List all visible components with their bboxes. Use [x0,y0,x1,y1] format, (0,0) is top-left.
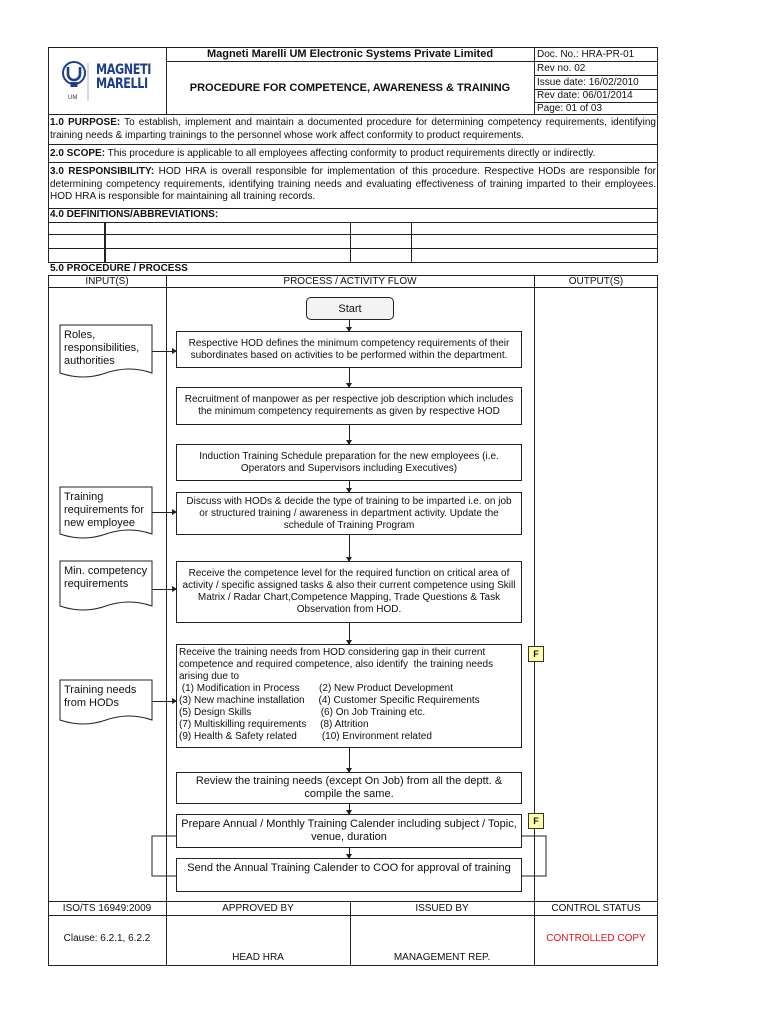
control-status-label: CONTROL STATUS [551,903,641,914]
flow-step-6-line: (5) Design Skills (6) On Job Training etc. [179,707,426,718]
flow-step-6-line: arising due to [179,671,240,682]
flow-start: Start [306,297,394,320]
format-flag-icon: F [528,646,544,662]
revision-number: Rev no. 02 [537,63,586,74]
responsibility-label: 3.0 RESPONSIBILITY: [50,166,155,177]
output-column-header: OUTPUT(S) [568,276,624,287]
clause-reference: Clause: 6.2.1, 6.2.2 [63,933,151,944]
purpose-label: 1.0 PURPOSE: [50,117,121,128]
flow-arrow [349,804,350,814]
input-arrow-2 [152,512,176,513]
input-doc-training-req: Training requirements for new employee [64,491,145,529]
approved-by-label: APPROVED BY [222,903,294,914]
flow-step-2: Recruitment of manpower as per respective job description which includes the minimum competency requirements as given by respective HOD [176,387,522,425]
flow-step-6-line: (1) Modification in Process (2) New Product Development [179,683,453,694]
input-doc-min-competency: Min. competency requirements [64,565,148,590]
flow-arrow [349,848,350,858]
flow-step-6-line: Receive the training needs from HOD considering gap in their current [179,647,486,658]
flow-step-9: Send the Annual Training Calender to COO for approval of training [176,858,522,892]
flow-arrow [349,623,350,644]
flow-step-5: Receive the competence level for the required function on critical area of activity / specific assigned tasks & also their current competence using Skill Matrix / Radar Chart,Competence Mapping, Trade Questions & Task Observation from HOD. [176,561,522,623]
flow-step-7: Review the training needs (except On Job) from all the deptt. & compile the same. [176,772,522,804]
company-name: Magneti Marelli UM Electronic Systems Private Limited [206,48,494,60]
flow-step-8: Prepare Annual / Monthly Training Calender including subject / Topic, venue, duration [176,814,522,848]
format-flag-icon: F [528,813,544,829]
flow-step-4: Discuss with HODs & decide the type of training to be imparted i.e. on job or structured training / awareness in department activity. Update the schedule of Training Program [176,492,522,535]
input-doc-training-needs: Training needs from HODs [64,684,137,709]
flow-arrow [349,320,350,331]
input-arrow-3 [152,589,176,590]
flow-step-6-line: (7) Multiskilling requirements (8) Attrition [179,719,369,730]
logo-mm-line1: MAGNETI [96,62,152,78]
flow-arrow [349,481,350,492]
procedure-label: 5.0 PROCEDURE / PROCESS [50,263,188,274]
logo-mm-line2: MARELLI [96,76,148,92]
input-arrow-4 [152,701,176,702]
document-title: PROCEDURE FOR COMPETENCE, AWARENESS & TRAINING [189,82,511,94]
flow-step-1: Respective HOD defines the minimum competency requirements of their subordinates based on activities to be performed within the department. [176,331,522,368]
flow-arrow [349,368,350,387]
issuer-name: MANAGEMENT REP. [393,952,491,963]
process-column-header: PROCESS / ACTIVITY FLOW [283,276,417,287]
doc-number: Doc. No.: HRA-PR-01 [537,49,635,60]
logo-um-text: UM [68,95,78,101]
approver-name: HEAD HRA [232,952,284,963]
standard-reference: ISO/TS 16949:2009 [62,903,152,914]
issued-by-label: ISSUED BY [415,903,469,914]
input-column-header: INPUT(S) [85,276,129,287]
flow-step-3: Induction Training Schedule preparation for the new employees (i.e. Operators and Supervisors including Executives) [176,444,522,481]
flow-step-6 [176,644,522,748]
page-number: Page: 01 of 03 [537,103,603,114]
revision-date: Rev date: 06/01/2014 [537,90,633,101]
input-doc-roles: Roles, responsibilities, authorities [64,329,140,367]
issue-date: Issue date: 16/02/2010 [537,77,639,88]
flow-step-6-line: (9) Health & Safety related (10) Environment related [179,731,432,742]
flow-arrow [349,535,350,561]
input-arrow-1 [152,351,176,352]
flow-step-6-line: competence and required competence, also identify the training needs [179,659,494,670]
flow-step-6-line: (3) New machine installation (4) Customer Specific Requirements [179,695,480,706]
flow-arrow [349,748,350,772]
flow-arrow [349,425,350,444]
purpose-text: To establish, implement and maintain a documented procedure for determining competency requirements, identifying training needs & imparting trainings to the personnel whose work affect conformity to product requirements. [50,117,656,141]
definitions-label: 4.0 DEFINITIONS/ABBREVIATIONS: [50,209,219,220]
scope-text: This procedure is applicable to all employees affecting conformity to product requirements directly or indirectly. [105,148,596,159]
responsibility-text: HOD HRA is overall responsible for implementation of this procedure. Respective HODs are responsible for determining competency requirements, identifying training needs and evaluating effectiveness of training imparted to their employees. HOD HRA is responsible for maintaining all training records. [50,166,656,202]
scope-label: 2.0 SCOPE: [50,148,106,159]
control-status-value: CONTROLLED COPY [546,933,646,944]
